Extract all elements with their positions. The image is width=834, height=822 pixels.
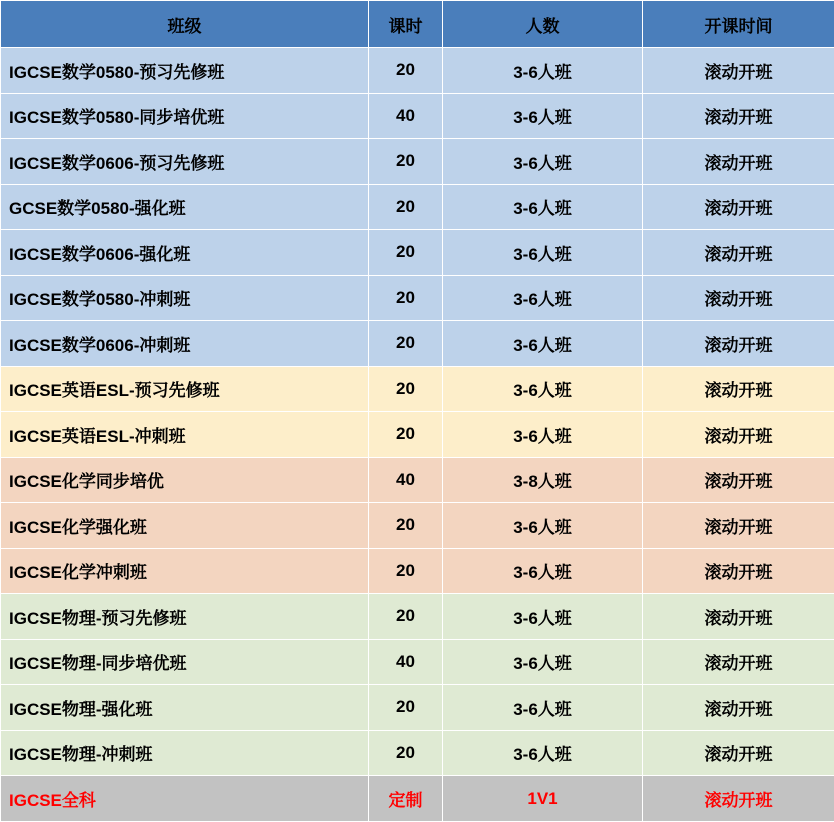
cell-hours: 20 <box>369 594 443 640</box>
cell-hours: 20 <box>369 366 443 412</box>
table-row <box>1 412 834 458</box>
cell-hours: 20 <box>369 230 443 276</box>
table-header <box>1 1 834 48</box>
cell-class-size: 3-6人班 <box>443 730 643 776</box>
cell-start-time: 滚动开班 <box>643 184 834 230</box>
cell-start-time: 滚动开班 <box>643 685 834 731</box>
cell-start-time: 滚动开班 <box>643 48 834 94</box>
table-row <box>1 48 834 94</box>
cell-hours: 40 <box>369 457 443 503</box>
cell-class-name: IGCSE数学0580-冲刺班 <box>1 275 369 321</box>
table-row <box>1 184 834 230</box>
cell-hours: 20 <box>369 685 443 731</box>
cell-start-time: 滚动开班 <box>643 503 834 549</box>
table-row <box>1 685 834 731</box>
cell-class-name: IGCSE物理-预习先修班 <box>1 594 369 640</box>
cell-class-size: 3-6人班 <box>443 184 643 230</box>
column-header-class-name: 班级 <box>1 1 369 48</box>
cell-hours: 40 <box>369 639 443 685</box>
cell-hours: 20 <box>369 548 443 594</box>
cell-class-size: 1V1 <box>443 776 643 822</box>
table-row <box>1 639 834 685</box>
column-header-start-time: 开课时间 <box>643 1 834 48</box>
cell-start-time: 滚动开班 <box>643 230 834 276</box>
cell-class-size: 3-8人班 <box>443 457 643 503</box>
cell-class-name: IGCSE化学冲刺班 <box>1 548 369 594</box>
table-row <box>1 321 834 367</box>
cell-hours: 20 <box>369 503 443 549</box>
cell-start-time: 滚动开班 <box>643 275 834 321</box>
table-row <box>1 503 834 549</box>
cell-class-name: IGCSE物理-冲刺班 <box>1 730 369 776</box>
cell-hours: 20 <box>369 184 443 230</box>
cell-hours: 20 <box>369 730 443 776</box>
cell-class-size: 3-6人班 <box>443 275 643 321</box>
table-header-row <box>1 1 834 48</box>
cell-hours: 20 <box>369 321 443 367</box>
cell-start-time: 滚动开班 <box>643 457 834 503</box>
cell-class-size: 3-6人班 <box>443 412 643 458</box>
cell-class-name: IGCSE数学0606-冲刺班 <box>1 321 369 367</box>
cell-class-size: 3-6人班 <box>443 594 643 640</box>
table-row <box>1 548 834 594</box>
table-row <box>1 776 834 822</box>
cell-class-name: IGCSE英语ESL-预习先修班 <box>1 366 369 412</box>
cell-hours: 40 <box>369 93 443 139</box>
table-row <box>1 594 834 640</box>
cell-hours: 定制 <box>369 776 443 822</box>
cell-class-size: 3-6人班 <box>443 321 643 367</box>
cell-start-time: 滚动开班 <box>643 548 834 594</box>
column-header-class-size: 人数 <box>443 1 643 48</box>
table-body <box>1 48 834 822</box>
cell-class-size: 3-6人班 <box>443 139 643 185</box>
cell-class-size: 3-6人班 <box>443 48 643 94</box>
cell-class-name: IGCSE英语ESL-冲刺班 <box>1 412 369 458</box>
cell-start-time: 滚动开班 <box>643 366 834 412</box>
cell-class-name: IGCSE物理-强化班 <box>1 685 369 731</box>
cell-class-size: 3-6人班 <box>443 639 643 685</box>
cell-start-time: 滚动开班 <box>643 639 834 685</box>
cell-class-size: 3-6人班 <box>443 230 643 276</box>
table-row <box>1 366 834 412</box>
cell-class-size: 3-6人班 <box>443 93 643 139</box>
cell-class-name: IGCSE化学同步培优 <box>1 457 369 503</box>
cell-class-name: IGCSE化学强化班 <box>1 503 369 549</box>
cell-class-size: 3-6人班 <box>443 548 643 594</box>
cell-class-name: IGCSE数学0606-强化班 <box>1 230 369 276</box>
table-row <box>1 93 834 139</box>
table-row <box>1 230 834 276</box>
cell-class-size: 3-6人班 <box>443 685 643 731</box>
cell-start-time: 滚动开班 <box>643 321 834 367</box>
cell-class-name: GCSE数学0580-强化班 <box>1 184 369 230</box>
table-row <box>1 275 834 321</box>
cell-start-time: 滚动开班 <box>643 594 834 640</box>
cell-hours: 20 <box>369 412 443 458</box>
cell-start-time: 滚动开班 <box>643 776 834 822</box>
cell-class-name: IGCSE全科 <box>1 776 369 822</box>
cell-class-name: IGCSE数学0580-同步培优班 <box>1 93 369 139</box>
cell-class-size: 3-6人班 <box>443 503 643 549</box>
table-row <box>1 457 834 503</box>
cell-start-time: 滚动开班 <box>643 93 834 139</box>
cell-class-size: 3-6人班 <box>443 366 643 412</box>
column-header-hours: 课时 <box>369 1 443 48</box>
table-row <box>1 139 834 185</box>
table-row <box>1 730 834 776</box>
cell-start-time: 滚动开班 <box>643 730 834 776</box>
cell-hours: 20 <box>369 275 443 321</box>
cell-class-name: IGCSE物理-同步培优班 <box>1 639 369 685</box>
cell-hours: 20 <box>369 139 443 185</box>
cell-start-time: 滚动开班 <box>643 412 834 458</box>
cell-hours: 20 <box>369 48 443 94</box>
cell-class-name: IGCSE数学0580-预习先修班 <box>1 48 369 94</box>
cell-start-time: 滚动开班 <box>643 139 834 185</box>
cell-class-name: IGCSE数学0606-预习先修班 <box>1 139 369 185</box>
